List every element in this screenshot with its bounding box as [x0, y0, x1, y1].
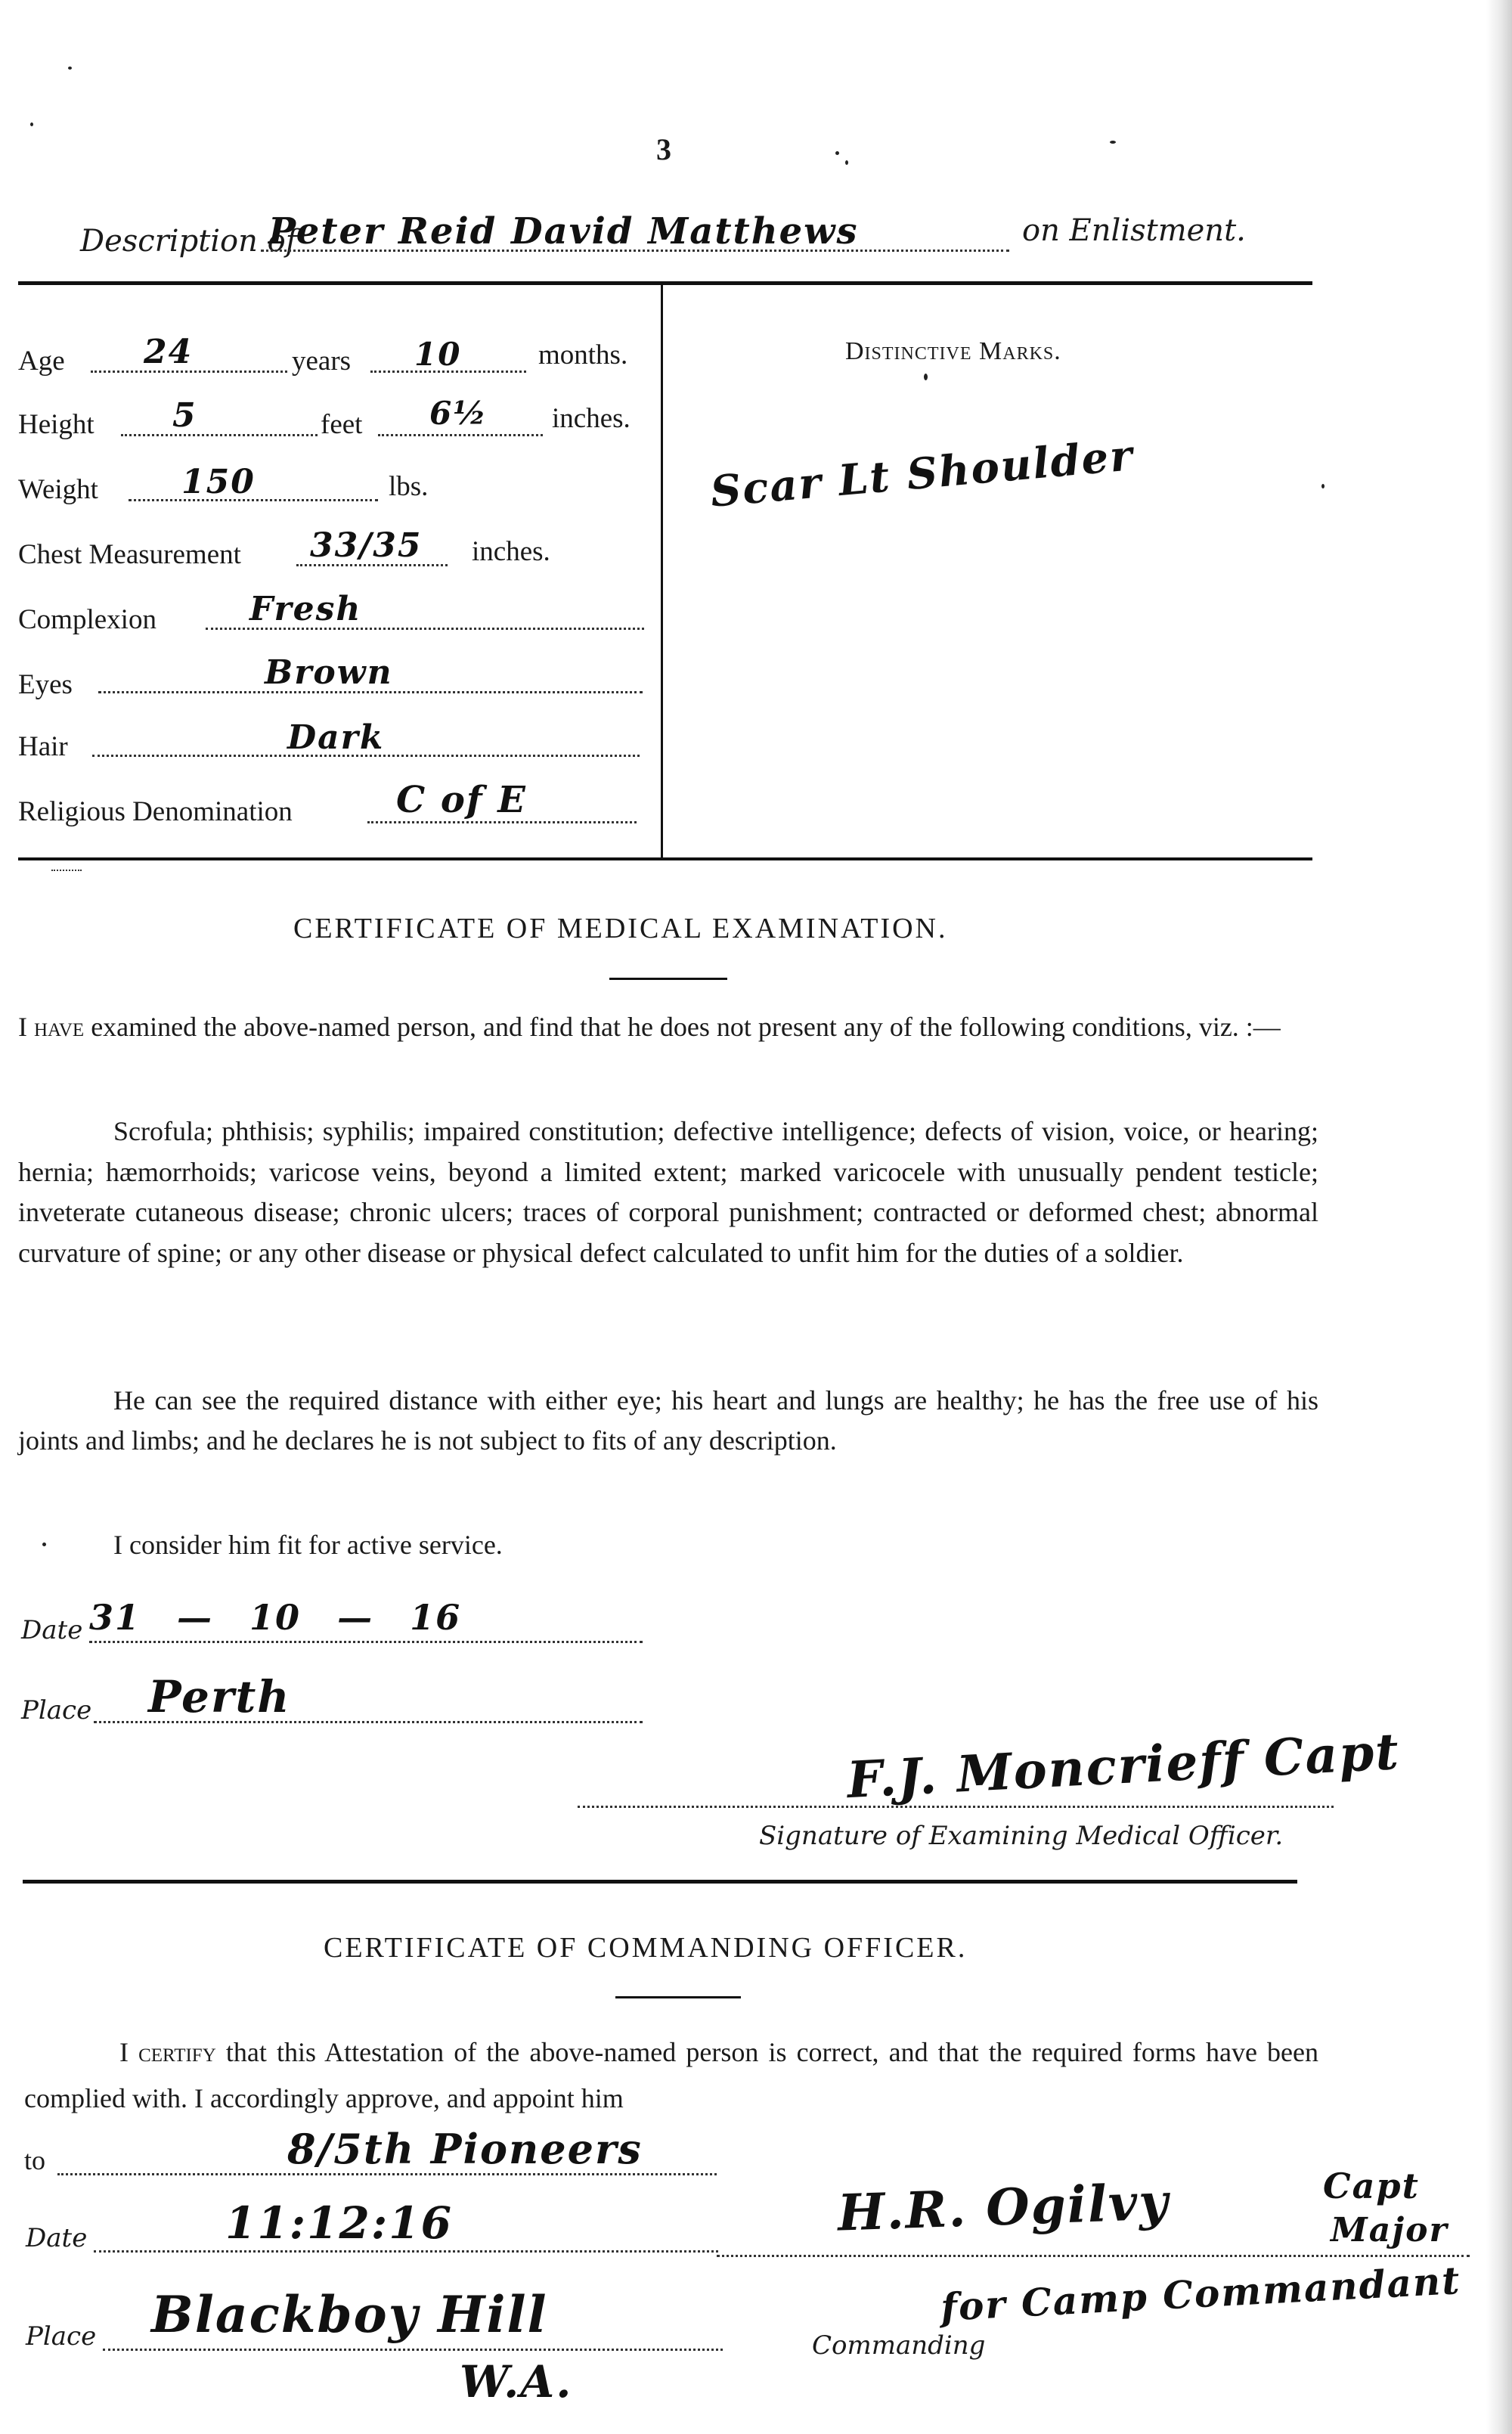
- commanding-date-label: Date: [26, 2223, 88, 2253]
- religion-value: C of E: [396, 779, 527, 821]
- height-inches-value: 6½: [429, 395, 488, 432]
- medical-date-value: 31 — 10 — 16: [89, 1597, 462, 1638]
- mid-rule-1: [18, 857, 1312, 860]
- medical-conditions: Scrofula; phthisis; syphilis; impaired constitution; defective intelligence; defects of vision, voice, or hearing; hernia; hæmorrhoids; varicose veins, beyond a limited extent; marked varicocele with unusually pendent testicle; inveterate cutaneous disease; chronic ulcers; traces of corporal punishment; contracted or deformed chest; abnormal curvature of spine; or any other disease or physical defect calculated to unfit him for the duties of a soldier.: [18, 1116, 1318, 1268]
- eyes-label: Eyes: [18, 669, 73, 700]
- inches-label: inches.: [552, 403, 631, 434]
- hair-label: Hair: [18, 731, 68, 762]
- commanding-signature: H.R. Ogilvy: [836, 2172, 1170, 2243]
- medical-officer-signature: F.J. Moncrieff Capt: [845, 1721, 1402, 1810]
- age-years-value: 24: [144, 333, 194, 371]
- months-label: months.: [538, 340, 628, 371]
- weight-value: 150: [181, 463, 256, 501]
- commanding-certificate-title: CERTIFICATE OF COMMANDING OFFICER.: [324, 1932, 968, 1964]
- medical-title-rule: [609, 978, 727, 980]
- commanding-text: [24, 2029, 1318, 2122]
- medical-fitness: He can see the required distance with either eye; his heart and lungs are healthy; he has the free use of his joints and limbs; and he declares he is not subject to fits of any description.: [18, 1385, 1318, 1456]
- height-label: Height: [18, 409, 94, 440]
- commanding-text-lead: I certify: [119, 2037, 216, 2067]
- commanding-place-value: Blackboy Hill: [151, 2285, 548, 2344]
- eyes-value: Brown: [265, 653, 393, 692]
- age-months-value: 10: [414, 336, 462, 373]
- page-number: 3: [656, 132, 671, 166]
- commanding-date-value: 11:12:16: [225, 2197, 453, 2249]
- commanding-place-label: Place: [26, 2321, 97, 2352]
- chest-value: 33/35: [310, 526, 423, 565]
- medical-place-label: Place: [21, 1695, 92, 1726]
- column-divider: [661, 284, 663, 857]
- medical-signature-label: Signature of Examining Medical Officer.: [759, 1821, 1284, 1851]
- medical-date-label: Date: [21, 1615, 83, 1645]
- recruit-name: Peter Reid David Matthews: [268, 210, 859, 253]
- age-label: Age: [18, 346, 65, 377]
- medical-certificate-title: CERTIFICATE OF MEDICAL EXAMINATION.: [293, 913, 948, 944]
- feet-label: feet: [321, 409, 363, 440]
- medical-place-value: Perth: [148, 1671, 291, 1722]
- chest-label: Chest Measurement: [18, 539, 241, 570]
- commanding-to-label: to: [24, 2145, 46, 2175]
- weight-unit: lbs.: [389, 471, 429, 502]
- commanding-to-value: 8/5th Pioneers: [287, 2125, 643, 2173]
- top-rule: [18, 281, 1312, 285]
- description-prefix: Description of: [80, 224, 297, 259]
- years-label: years: [292, 346, 352, 377]
- distinctive-marks-title: Distinctive Marks.: [845, 337, 1061, 365]
- commanding-label: Commanding: [812, 2330, 986, 2361]
- hair-value: Dark: [287, 718, 385, 757]
- rank-capt: Capt: [1323, 2166, 1420, 2206]
- medical-intro: [18, 1007, 1318, 1047]
- religion-label: Religious Denomination: [18, 796, 293, 827]
- weight-label: Weight: [18, 474, 98, 505]
- page-edge-shadow: [1486, 0, 1512, 2434]
- height-feet-value: 5: [172, 396, 197, 435]
- description-suffix: on Enlistment.: [1022, 213, 1246, 248]
- for-camp-commandant: for Camp Commandant: [939, 2258, 1462, 2330]
- chest-unit: inches.: [472, 536, 550, 567]
- medical-intro-text: examined the above-named person, and find that he does not present any of the following conditions, viz. :—: [91, 1012, 1281, 1042]
- medical-intro-lead: I have: [18, 1012, 85, 1042]
- commanding-place-value-2: W.A.: [460, 2356, 573, 2408]
- medical-consider: I consider him fit for active service.: [113, 1530, 503, 1560]
- rank-major: Major: [1331, 2211, 1448, 2250]
- mid-rule-2: [23, 1880, 1297, 1884]
- commanding-text-body: that this Attestation of the above-named person is correct, and that the required forms have been complied with. I accordingly approve, and appoint him: [24, 2037, 1319, 2113]
- distinctive-marks-value: Scar Lt Shoulder: [708, 430, 1136, 517]
- complexion-value: Fresh: [249, 590, 362, 628]
- commanding-title-rule: [615, 1996, 741, 1998]
- complexion-label: Complexion: [18, 604, 156, 635]
